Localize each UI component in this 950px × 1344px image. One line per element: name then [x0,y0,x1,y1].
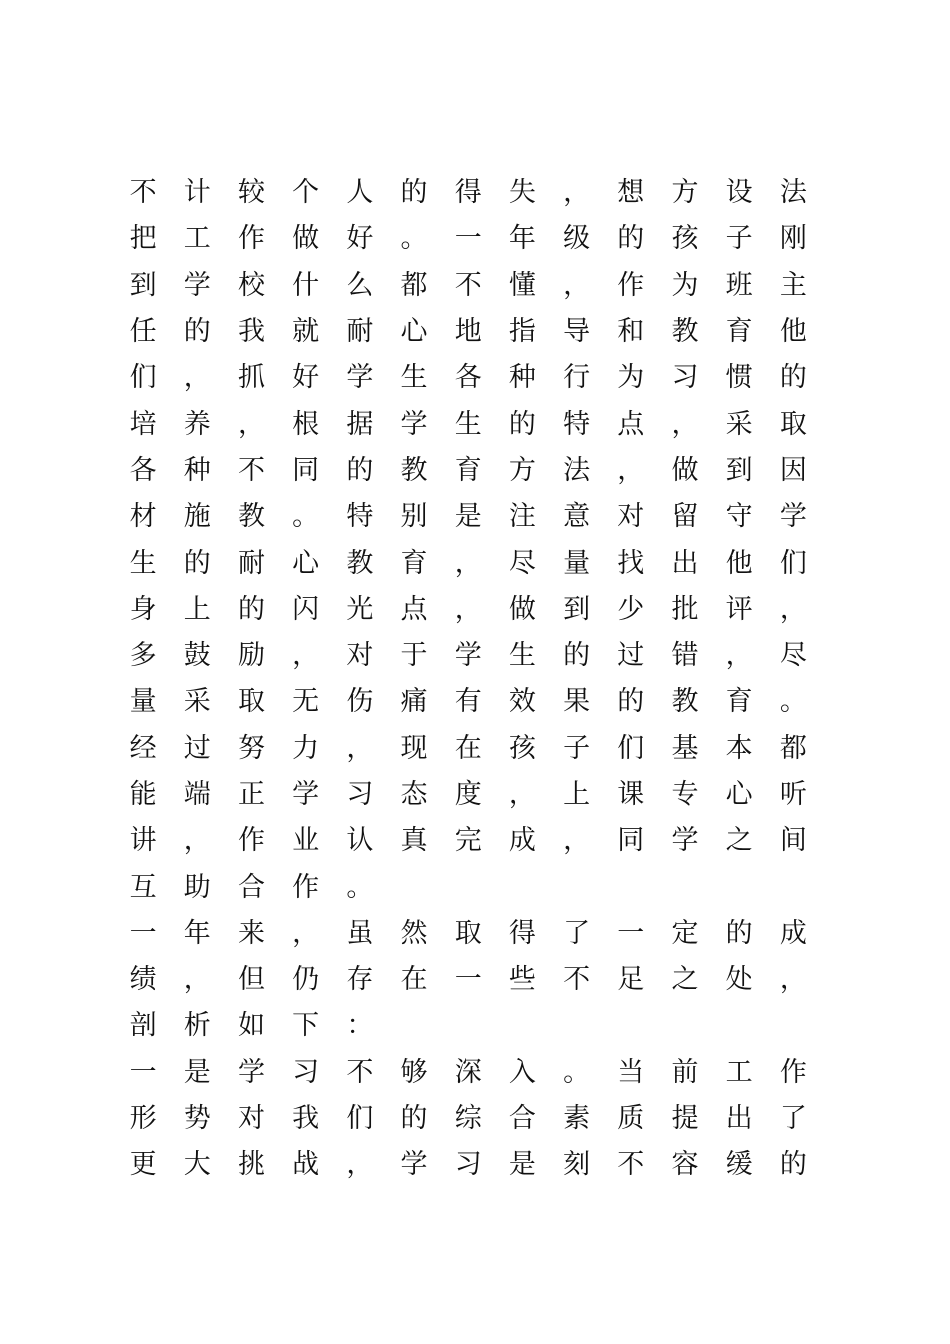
text-char: ， [237,408,265,440]
text-char: 年 [183,917,211,949]
text-char: 讲 [129,825,157,857]
text-char: 光 [346,593,374,625]
text-char: 心 [400,316,428,348]
text-char: 工 [183,223,211,255]
text-char: 计 [183,177,211,209]
text-char: 势 [183,1103,211,1135]
text-char: 别 [400,501,428,533]
text-char: 尽 [508,547,536,579]
text-char: 能 [129,779,157,810]
text-line [116,911,816,957]
text-char: 足 [617,964,645,996]
text-char: 。 [563,1056,591,1088]
text-char: 不 [129,177,157,209]
text-char: 导 [563,316,591,348]
text-char: 少 [617,593,645,625]
text-char: 提 [671,1103,699,1135]
text-line [116,818,816,864]
text-char: 教 [671,686,699,718]
text-char: ， [779,964,807,996]
text-char: 课 [617,779,645,810]
body-text [116,170,816,1189]
text-char: 于 [400,640,428,672]
text-char: 他 [725,547,753,579]
text-char: 种 [508,362,536,394]
text-char: 养 [183,408,211,440]
text-char: 学 [292,779,320,810]
text-char: 。 [779,686,807,718]
text-char: 当 [617,1056,645,1088]
text-char: 方 [508,454,536,486]
text-char: 各 [454,362,482,394]
text-char: 析 [183,1010,211,1042]
text-char: 都 [779,732,807,764]
text-char: 绩 [129,964,157,996]
text-line [116,633,816,679]
text-char: 处 [725,964,753,996]
text-char: 都 [400,269,428,301]
text-char: 作 [237,825,265,857]
text-char: 一 [129,1056,157,1088]
text-char: 些 [508,964,536,996]
text-char: 做 [292,223,320,255]
text-char: 真 [400,825,428,857]
text-char: 成 [508,825,536,857]
text-char: 点 [400,593,428,625]
text-char: 素 [563,1103,591,1135]
text-char: 作 [617,269,645,301]
text-char: 设 [725,177,753,209]
text-char: 我 [237,316,265,348]
text-char: 一 [617,917,645,949]
text-char: 励 [237,640,265,672]
text-char: 更 [129,1149,157,1181]
text-char: 。 [292,501,320,533]
text-char: 尽 [779,640,807,672]
text-char: 的 [563,640,591,672]
text-char: 材 [129,501,157,533]
text-char: 抓 [237,362,265,394]
text-char: 心 [725,779,753,810]
text-char: 力 [292,732,320,764]
text-char: 作 [237,223,265,255]
text-char: ， [183,362,211,394]
text-char: 存 [346,964,374,996]
text-char: 因 [779,454,807,486]
text-char: 方 [671,177,699,209]
text-char: 子 [563,732,591,764]
text-char: 然 [400,917,428,949]
text-char: 根 [292,408,320,440]
text-char: 点 [617,408,645,440]
text-char: 果 [563,686,591,718]
text-char: 施 [183,501,211,533]
text-char: 专 [671,779,699,810]
text-char: 量 [129,686,157,718]
text-char: 错 [671,640,699,672]
text-char: 下 [292,1010,320,1042]
text-line [116,864,816,910]
text-line [116,587,816,633]
text-char: 教 [400,454,428,486]
text-char: 主 [779,269,807,301]
text-char: 种 [183,454,211,486]
text-line [116,1142,816,1188]
text-char: 综 [454,1103,482,1135]
text-char: 质 [617,1103,645,1135]
text-char: 一 [454,964,482,996]
text-line [116,540,816,586]
text-char: 得 [508,917,536,949]
text-line [116,263,816,309]
text-char: 习 [671,362,699,394]
text-char: 效 [508,686,536,718]
text-char: 培 [129,408,157,440]
text-char: 剖 [129,1010,157,1042]
text-char: 形 [129,1103,157,1135]
text-line [116,309,816,355]
text-char: 端 [183,779,211,810]
text-char: 态 [400,779,428,810]
text-char: 子 [725,223,753,255]
text-char: 的 [183,547,211,579]
text-char: 挑 [237,1149,265,1181]
text-char: 做 [508,593,536,625]
text-char: 对 [346,640,374,672]
text-char: 基 [671,732,699,764]
text-char: ， [183,825,211,857]
text-char: 学 [454,640,482,672]
text-char: 完 [454,825,482,857]
text-char: 他 [779,316,807,348]
text-char: 不 [563,964,591,996]
text-line [116,1096,816,1142]
text-char: 耐 [346,316,374,348]
text-line [116,401,816,447]
text-char: 工 [725,1056,753,1088]
text-char: 育 [454,454,482,486]
text-char: 教 [237,501,265,533]
text-line [116,957,816,1003]
text-char: 教 [671,316,699,348]
text-char: 深 [454,1056,482,1088]
text-char: 取 [454,917,482,949]
text-char: 作 [292,871,320,903]
text-line [116,772,816,818]
text-char: 鼓 [183,640,211,672]
text-char: 。 [346,871,374,903]
text-line [116,494,816,540]
text-char: 的 [617,223,645,255]
text-char: 合 [508,1103,536,1135]
text-char: 之 [725,825,753,857]
text-char: 伤 [346,686,374,718]
text-char: 听 [779,779,807,810]
text-line [116,1050,816,1096]
text-char: 人 [346,177,374,209]
text-char: 把 [129,223,157,255]
text-char: 对 [617,501,645,533]
text-char: 想 [617,177,645,209]
text-char: 做 [671,454,699,486]
text-char: 之 [671,964,699,996]
text-char: 一 [454,223,482,255]
text-char: 学 [400,1149,428,1181]
text-char: 采 [725,408,753,440]
text-char: 找 [617,547,645,579]
text-char: 合 [237,871,265,903]
text-char: 校 [237,269,265,301]
text-char: 们 [617,732,645,764]
text-char: 够 [400,1056,428,1088]
text-char: 出 [725,1103,753,1135]
text-char: 但 [237,964,265,996]
text-line [116,1003,816,1049]
text-char: 是 [183,1056,211,1088]
text-char: 学 [237,1056,265,1088]
text-char: 取 [237,686,265,718]
text-char: 上 [183,593,211,625]
text-char: ， [454,593,482,625]
text-char: 好 [346,223,374,255]
text-char: 间 [779,825,807,857]
text-char: ， [292,917,320,949]
text-char: 仍 [292,964,320,996]
text-char: 身 [129,593,157,625]
text-char: 据 [346,408,374,440]
text-char: 。 [400,223,428,255]
text-char: ： [346,1010,374,1042]
text-char: ， [725,640,753,672]
text-line [116,679,816,725]
text-char: 认 [346,825,374,857]
text-char: 大 [183,1149,211,1181]
text-char: 注 [508,501,536,533]
text-char: 同 [617,825,645,857]
text-char: 守 [725,501,753,533]
text-char: 不 [617,1149,645,1181]
text-char: ， [454,547,482,579]
text-char: 地 [454,316,482,348]
text-char: 孩 [671,223,699,255]
text-char: ， [617,454,645,486]
text-char: 的 [400,177,428,209]
text-char: 懂 [508,269,536,301]
text-char: 有 [454,686,482,718]
text-char: 定 [671,917,699,949]
text-char: ， [292,640,320,672]
text-char: 好 [292,362,320,394]
text-char: 习 [454,1149,482,1181]
text-char: 生 [454,408,482,440]
text-char: 就 [292,316,320,348]
text-char: 个 [292,177,320,209]
text-char: 孩 [508,732,536,764]
text-char: 和 [617,316,645,348]
text-char: 闪 [292,593,320,625]
text-char: 的 [237,593,265,625]
text-char: 年 [508,223,536,255]
text-char: 留 [671,501,699,533]
text-char: 法 [779,177,807,209]
text-char: 战 [292,1149,320,1181]
text-char: 我 [292,1103,320,1135]
text-char: 为 [617,362,645,394]
text-char: 学 [671,825,699,857]
text-char: 到 [725,454,753,486]
text-char: 任 [129,316,157,348]
text-char: 生 [508,640,536,672]
text-line [116,355,816,401]
text-char: 成 [779,917,807,949]
text-char: 级 [563,223,591,255]
text-char: 行 [563,362,591,394]
text-char: ， [563,825,591,857]
text-char: 较 [237,177,265,209]
text-char: ， [346,732,374,764]
text-char: 在 [454,732,482,764]
text-char: 们 [346,1103,374,1135]
text-char: 是 [454,501,482,533]
text-char: 各 [129,454,157,486]
text-char: 习 [292,1056,320,1088]
text-char: 一 [129,917,157,949]
text-char: 到 [563,593,591,625]
text-char: 本 [725,732,753,764]
text-char: 不 [237,454,265,486]
text-char: 育 [725,316,753,348]
text-char: ， [183,964,211,996]
text-char: 过 [183,732,211,764]
text-char: 的 [779,362,807,394]
text-char: 得 [454,177,482,209]
text-char: 特 [346,501,374,533]
text-char: 业 [292,825,320,857]
text-char: 来 [237,917,265,949]
text-char: 班 [725,269,753,301]
text-char: 法 [563,454,591,486]
text-char: 们 [129,362,157,394]
text-char: 们 [779,547,807,579]
text-char: 对 [237,1103,265,1135]
text-char: 惯 [725,362,753,394]
text-char: 度 [454,779,482,810]
text-char: 是 [508,1149,536,1181]
text-char: 学 [183,269,211,301]
text-char: ， [563,269,591,301]
text-line [116,170,816,216]
text-char: 了 [563,917,591,949]
text-char: 经 [129,732,157,764]
text-char: 的 [725,917,753,949]
text-char: ， [563,177,591,209]
text-char: 作 [779,1056,807,1088]
text-char: 学 [779,501,807,533]
text-char: ， [671,408,699,440]
text-line [116,216,816,262]
text-char: 入 [508,1056,536,1088]
text-char: 取 [779,408,807,440]
text-char: 努 [237,732,265,764]
text-char: 无 [292,686,320,718]
text-char: 心 [292,547,320,579]
text-char: 过 [617,640,645,672]
text-char: 多 [129,640,157,672]
text-char: 的 [508,408,536,440]
text-char: 生 [129,547,157,579]
text-line [116,448,816,494]
text-char: 出 [671,547,699,579]
text-char: 育 [725,686,753,718]
text-char: 如 [237,1010,265,1042]
text-char: 指 [508,316,536,348]
text-char: 学 [400,408,428,440]
text-char: 量 [563,547,591,579]
text-char: 痛 [400,686,428,718]
text-char: 不 [454,269,482,301]
text-char: 采 [183,686,211,718]
text-char: 么 [346,269,374,301]
text-char: 现 [400,732,428,764]
text-char: ， [346,1149,374,1181]
text-char: 虽 [346,917,374,949]
text-char: 什 [292,269,320,301]
text-char: 教 [346,547,374,579]
text-char: 上 [563,779,591,810]
text-char: 育 [400,547,428,579]
text-char: 前 [671,1056,699,1088]
text-char: 到 [129,269,157,301]
text-char: 缓 [725,1149,753,1181]
text-char: 正 [237,779,265,810]
text-char: 学 [346,362,374,394]
text-char: 生 [400,362,428,394]
text-line [116,726,816,772]
text-char: ， [779,593,807,625]
text-char: 刚 [779,223,807,255]
text-char: 意 [563,501,591,533]
text-char: 失 [508,177,536,209]
text-char: 习 [346,779,374,810]
text-char: 评 [725,593,753,625]
text-char: 助 [183,871,211,903]
text-char: 的 [183,316,211,348]
text-char: ， [508,779,536,810]
text-char: 特 [563,408,591,440]
text-char: 刻 [563,1149,591,1181]
text-char: 的 [617,686,645,718]
text-char: 批 [671,593,699,625]
text-char: 在 [400,964,428,996]
text-char: 的 [400,1103,428,1135]
text-char: 同 [292,454,320,486]
text-char: 不 [346,1056,374,1088]
text-char: 的 [779,1149,807,1181]
text-char: 为 [671,269,699,301]
text-char: 容 [671,1149,699,1181]
text-char: 的 [346,454,374,486]
text-char: 了 [779,1103,807,1135]
text-char: 互 [129,871,157,903]
text-char: 耐 [237,547,265,579]
